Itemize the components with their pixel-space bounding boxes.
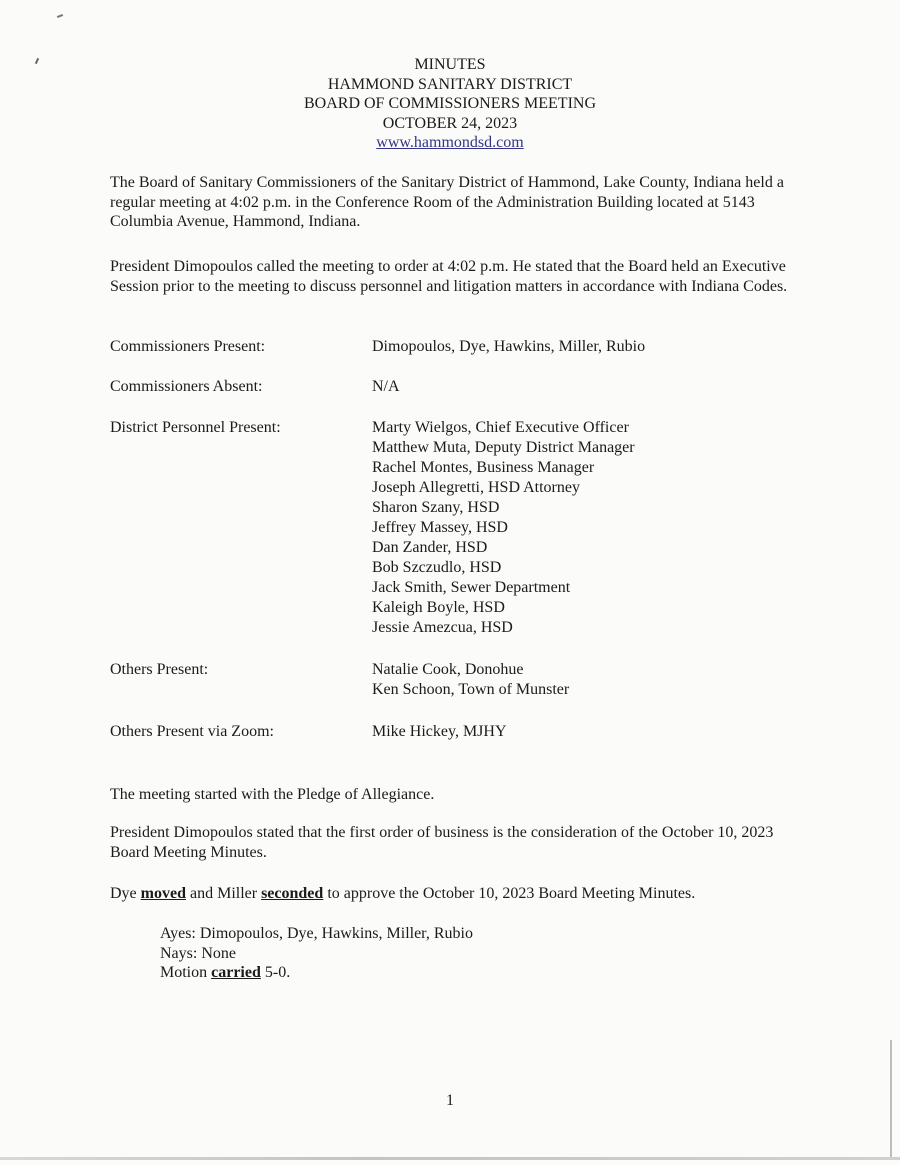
list-item: Kaleigh Boyle, HSD (372, 599, 505, 616)
motion-mover: Dye (110, 885, 137, 902)
scan-speck (57, 14, 63, 18)
list-item: Dan Zander, HSD (372, 539, 488, 556)
list-item: Jack Smith, Sewer Department (372, 579, 571, 596)
list-item: Marty Wielgos, Chief Executive Officer (372, 419, 629, 436)
vote-nays: Nays: None (160, 944, 236, 962)
header-date: OCTOBER 24, 2023 (382, 114, 518, 132)
list-item: Joseph Allegretti, HSD Attorney (372, 479, 580, 496)
motion-paragraph (110, 884, 790, 904)
pledge-paragraph: The meeting started with the Pledge of Allegiance. (110, 786, 435, 803)
call-to-order-paragraph: President Dimopoulos called the meeting to order at 4:02 p.m. He stated that the Board held an Executive Session prior to the meeting to discuss personnel and litigation matters in accordance with Indiana Codes. (110, 258, 788, 295)
commissioners-absent-value: N/A (372, 378, 400, 395)
list-item: Ken Schoon, Town of Munster (372, 681, 570, 698)
zoom-attendees-label: Others Present via Zoom: (110, 723, 274, 740)
motion-label: Motion (160, 964, 208, 981)
intro-paragraph: The Board of Sanitary Commissioners of the Sanitary District of Hammond, Lake County, Indiana held a regular meeting at 4:02 p.m. in the Conference Room of the Administration Building located at 5143 Columbia Avenue, Hammond, Indiana. (110, 174, 784, 230)
first-business-paragraph: President Dimopoulos stated that the first order of business is the consideration of the October 10, 2023 Board Meeting Minutes. (110, 824, 774, 861)
list-item: Jessie Amezcua, HSD (372, 619, 513, 636)
others-present-label: Others Present: (110, 661, 209, 678)
header-meeting: BOARD OF COMMISSIONERS MEETING (303, 95, 597, 112)
document-header (0, 55, 900, 153)
motion-text: to approve the October 10, 2023 Board Meeting Minutes. (327, 885, 696, 902)
list-item: Matthew Muta, Deputy District Manager (372, 439, 635, 456)
list-item: Natalie Cook, Donohue (372, 661, 524, 678)
commissioners-present-label: Commissioners Present: (110, 338, 266, 355)
list-item: Rachel Montes, Business Manager (372, 459, 595, 476)
list-item: Sharon Szany, HSD (372, 499, 500, 516)
moved-keyword: moved (140, 885, 186, 902)
motion-seconder: and Miller (189, 885, 258, 902)
commissioners-absent-label: Commissioners Absent: (110, 378, 263, 395)
vote-result-block (160, 924, 473, 983)
zoom-attendees-value: Mike Hickey, MJHY (372, 723, 507, 740)
others-present-list (372, 660, 569, 700)
vote-count: 5-0. (264, 964, 291, 981)
list-item: Bob Szczudlo, HSD (372, 559, 502, 576)
vote-ayes: Ayes: Dimopoulos, Dye, Hawkins, Miller, Rubio (160, 925, 473, 942)
header-title: MINUTES (414, 56, 486, 73)
vote-motion-result (160, 963, 473, 983)
list-item: Jeffrey Massey, HSD (372, 519, 508, 536)
district-personnel-list (372, 418, 635, 638)
scan-edge-bottom (0, 1157, 900, 1160)
district-personnel-label: District Personnel Present: (110, 419, 281, 436)
page-number: 1 (446, 1092, 454, 1109)
header-organization: HAMMOND SANITARY DISTRICT (327, 75, 573, 93)
header-website-link[interactable]: www.hammondsd.com (376, 134, 524, 151)
seconded-keyword: seconded (261, 885, 324, 902)
commissioners-present-value: Dimopoulos, Dye, Hawkins, Miller, Rubio (372, 338, 646, 355)
carried-keyword: carried (211, 964, 261, 981)
